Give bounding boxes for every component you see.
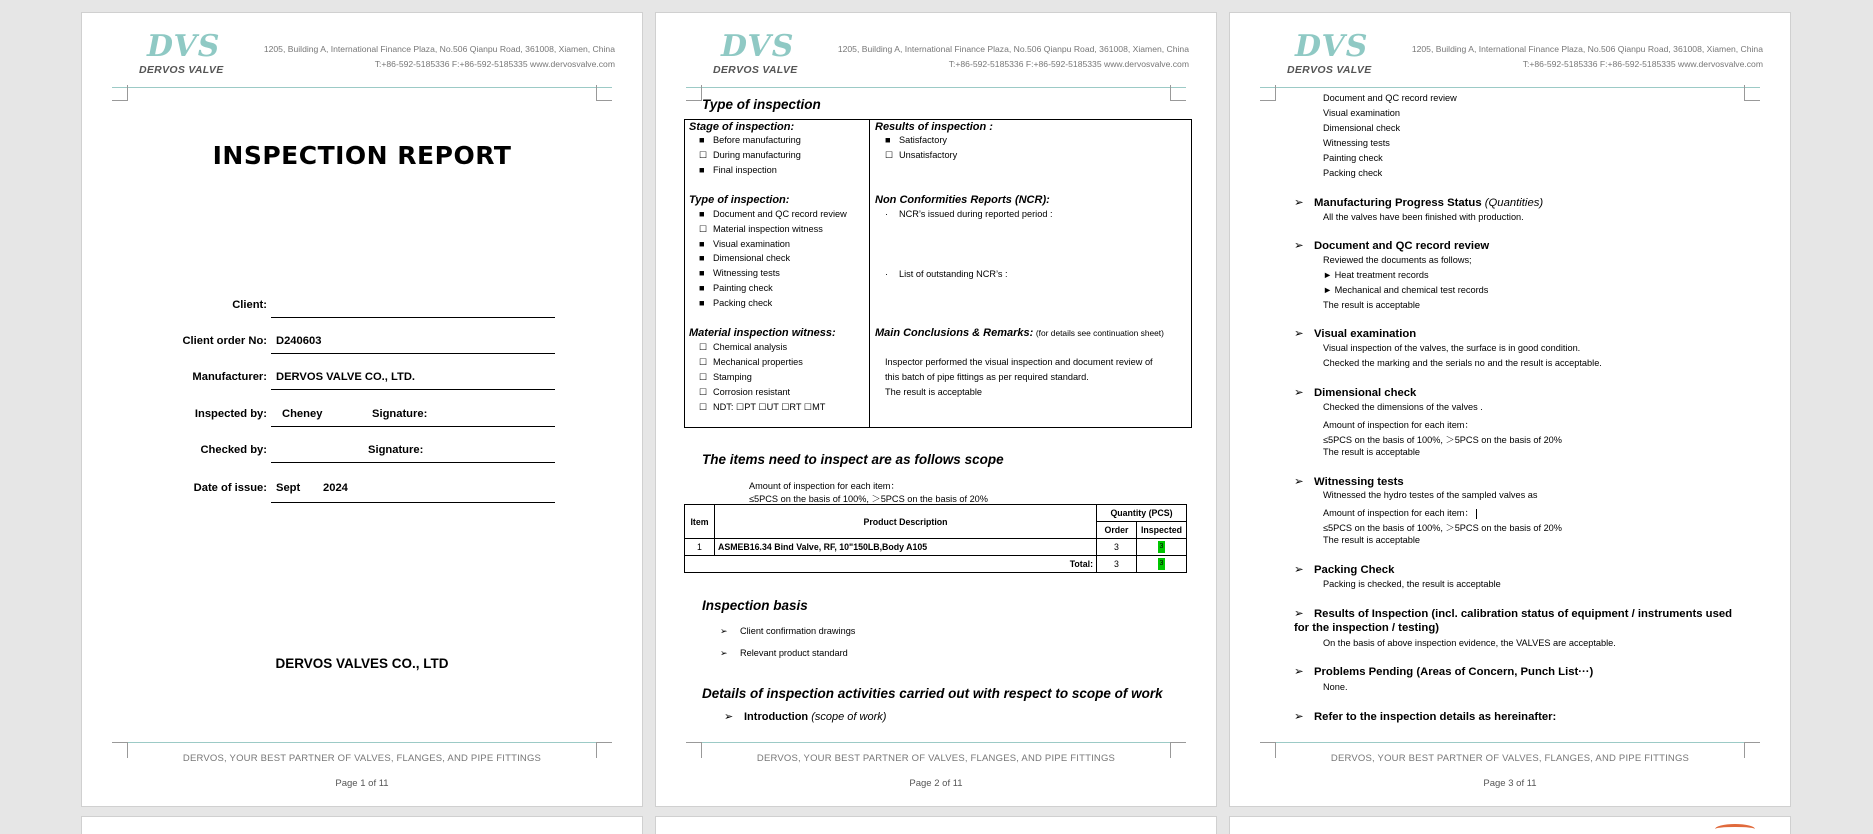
footer-tagline: DERVOS, YOUR BEST PARTNER OF VALVES, FLANGES, AND PIPE FITTINGS <box>182 753 542 764</box>
conclusions-heading: Main Conclusions & Remarks: (for details see continuation sheet) <box>875 327 1164 339</box>
page-1 <box>81 12 643 807</box>
field-underline <box>271 389 555 390</box>
material-item: ☐ NDT: ☐PT ☐UT ☐RT ☐MT <box>699 402 826 412</box>
total-inspected: 3 <box>1158 558 1165 570</box>
basis-item: ➢ Client confirmation drawings <box>720 626 856 636</box>
conclusions-line: this batch of pipe fittings as per required standard. <box>885 372 1089 382</box>
company-name: DERVOS VALVES CO., LTD <box>275 656 449 671</box>
dimensional-text: Checked the dimensions of the valves . <box>1323 402 1483 412</box>
material-item: ☐ Chemical analysis <box>699 342 788 352</box>
crop-mark <box>1260 85 1276 101</box>
product-table <box>684 504 1187 573</box>
order-value: D240603 <box>276 335 322 347</box>
type-of-inspection-heading: Type of inspection <box>702 97 821 112</box>
doc-text: ► Heat treatment records <box>1323 270 1429 280</box>
logo-subtitle: DERVOS VALVE <box>139 64 224 76</box>
logo-subtitle: DERVOS VALVE <box>1287 64 1372 76</box>
crop-mark <box>686 85 702 101</box>
packing-text: Packing is checked, the result is acceptable <box>1323 579 1501 589</box>
dimensional-heading: ➢ Dimensional check <box>1294 387 1417 399</box>
header-address <box>264 42 615 72</box>
type-sub-heading: Type of inspection: <box>689 194 790 206</box>
doc-text: ► Mechanical and chemical test records <box>1323 285 1489 295</box>
list-item: Visual examination <box>1323 108 1400 118</box>
signature-label: Signature: <box>372 408 428 420</box>
page-5-stub <box>655 816 1217 834</box>
witnessing-text: Witnessed the hydro testes of the sampled valves as <box>1323 490 1538 500</box>
contact-line: T:+86-592-5185336 F:+86-592-5185335 www.dervosvalve.com <box>1522 59 1763 69</box>
checked-by-label: Checked by: <box>200 444 267 456</box>
witnessing-heading: ➢ Witnessing tests <box>1294 476 1404 488</box>
checked-signature-label: Signature: <box>368 444 424 456</box>
stage-item: ■ Final inspection <box>699 165 777 175</box>
ncr-heading: Non Conformities Reports (NCR): <box>875 194 1050 206</box>
total-inspected-cell <box>1137 556 1187 573</box>
logo-mark: DVS <box>1295 29 1369 64</box>
company-logo <box>713 31 813 75</box>
dimensional-text: Amount of inspection for each item： <box>1323 420 1474 430</box>
basis-heading: Inspection basis <box>702 598 808 613</box>
col-quantity: Quantity (PCS) <box>1097 505 1187 522</box>
list-item: Painting check <box>1323 153 1383 163</box>
results-heading: Results of inspection : <box>875 121 993 133</box>
header-address <box>1412 42 1763 72</box>
witnessing-text: The result is acceptable <box>1323 535 1421 545</box>
introduction-item: ➢ Introduction (scope of work) <box>724 711 887 723</box>
crop-mark <box>1744 85 1760 101</box>
doc-heading: ➢ Document and QC record review <box>1294 240 1490 252</box>
field-underline <box>271 353 555 354</box>
field-underline <box>271 426 555 427</box>
results-item: ☐ Unsatisfactory <box>885 150 958 160</box>
logo-mark: DVS <box>721 29 795 64</box>
company-logo <box>139 31 239 75</box>
material-heading: Material inspection witness: <box>689 327 836 339</box>
header-rule <box>686 87 1186 88</box>
address-line: 1205, Building A, International Finance Plaza, No.506 Qianpu Road, 361008, Xiamen, China <box>263 44 615 54</box>
field-underline <box>271 502 555 503</box>
table-row <box>685 539 1187 556</box>
contact-line: T:+86-592-5185336 F:+86-592-5185335 www.dervosvalve.com <box>948 59 1189 69</box>
ncr-outstanding: · List of outstanding NCR’s : <box>885 269 1008 279</box>
progress-heading: ➢ Manufacturing Progress Status (Quantities) <box>1294 197 1544 209</box>
packing-heading: ➢ Packing Check <box>1294 564 1395 576</box>
page-3 <box>1229 12 1791 807</box>
col-description: Product Description <box>715 505 1097 539</box>
address-line: 1205, Building A, International Finance Plaza, No.506 Qianpu Road, 361008, Xiamen, China <box>837 44 1189 54</box>
details-heading: Details of inspection activities carried out with respect to scope of work <box>702 686 1163 701</box>
type-item: ■ Dimensional check <box>699 253 791 263</box>
order-label: Client order No: <box>182 335 267 347</box>
page-number: Page 2 of 11 <box>909 778 963 789</box>
results-heading-cont: for the inspection / testing) <box>1294 622 1439 634</box>
logo-subtitle: DERVOS VALVE <box>713 64 798 76</box>
page-number: Page 3 of 11 <box>1483 778 1537 789</box>
visual-text: Checked the marking and the serials no and the result is acceptable. <box>1323 358 1602 368</box>
address-line: 1205, Building A, International Finance Plaza, No.506 Qianpu Road, 361008, Xiamen, China <box>1411 44 1763 54</box>
col-inspected: Inspected <box>1137 522 1187 539</box>
header-address <box>838 42 1189 72</box>
col-item: Item <box>685 505 715 539</box>
date-month: Sept <box>276 482 301 494</box>
inspected-by-label: Inspected by: <box>194 408 267 420</box>
dimensional-text: The result is acceptable <box>1323 447 1421 457</box>
visual-text: Visual inspection of the valves, the surface is in good condition. <box>1323 343 1581 353</box>
footer-tagline: DERVOS, YOUR BEST PARTNER OF VALVES, FLANGES, AND PIPE FITTINGS <box>1330 753 1690 764</box>
page-4-stub <box>81 816 643 834</box>
visual-heading: ➢ Visual examination <box>1294 328 1417 340</box>
manufacturer-label: Manufacturer: <box>192 371 267 383</box>
type-item: ■ Witnessing tests <box>699 268 780 278</box>
crop-mark <box>596 85 612 101</box>
type-item: ■ Packing check <box>699 298 773 308</box>
list-item: Dimensional check <box>1323 123 1401 133</box>
logo-mark: DVS <box>147 29 221 64</box>
header-rule <box>1260 87 1760 88</box>
dimensional-text: ≤5PCS on the basis of 100%, ＞5PCS on the basis of 20% <box>1323 435 1562 445</box>
type-item: ■ Painting check <box>699 283 773 293</box>
text-cursor <box>1476 509 1477 519</box>
conclusions-line: The result is acceptable <box>885 387 983 397</box>
page-2 <box>655 12 1217 807</box>
row-description: ASMEB16.34 Bind Valve, RF, 10"150LB,Body A105 <box>715 539 1097 556</box>
problems-text: None. <box>1323 682 1348 692</box>
total-row <box>685 556 1187 573</box>
page-number: Page 1 of 11 <box>335 778 389 789</box>
scope-basis: ≤5PCS on the basis of 100%, ＞5PCS on the basis of 20% <box>749 494 988 504</box>
row-inspected: 3 <box>1158 541 1165 553</box>
inspection-table <box>684 119 1192 428</box>
col-order: Order <box>1097 522 1137 539</box>
stage-item: ☐ During manufacturing <box>699 150 801 160</box>
material-item: ☐ Corrosion resistant <box>699 387 791 397</box>
row-inspected-cell <box>1137 539 1187 556</box>
field-underline <box>271 462 555 463</box>
inspected-by-value: Cheney <box>282 408 323 420</box>
basis-item: ➢ Relevant product standard <box>720 648 848 658</box>
refer-heading: ➢ Refer to the inspection details as hereinafter: <box>1294 711 1557 723</box>
report-title: INSPECTION REPORT <box>212 141 512 170</box>
type-item: ■ Document and QC record review <box>699 209 847 219</box>
doc-text: Reviewed the documents as follows; <box>1323 255 1472 265</box>
material-item: ☐ Mechanical properties <box>699 357 803 367</box>
total-label: Total: <box>685 556 1097 573</box>
list-item: Document and QC record review <box>1323 93 1457 103</box>
column-divider <box>869 120 870 427</box>
type-item: ☐ Material inspection witness <box>699 224 823 234</box>
header-rule <box>112 87 612 88</box>
witnessing-text: Amount of inspection for each item： <box>1323 505 1477 519</box>
results-heading: ➢ Results of Inspection (incl. calibration status of equipment / instruments used <box>1294 608 1733 620</box>
ncr-issued: · NCR’s issued during reported period : <box>885 209 1053 219</box>
stage-item: ■ Before manufacturing <box>699 135 801 145</box>
footer-tagline: DERVOS, YOUR BEST PARTNER OF VALVES, FLANGES, AND PIPE FITTINGS <box>756 753 1116 764</box>
doc-text: The result is acceptable <box>1323 300 1421 310</box>
company-logo <box>1287 31 1387 75</box>
crop-mark <box>112 85 128 101</box>
conclusions-line: Inspector performed the visual inspection and document review of <box>885 357 1153 367</box>
problems-heading: ➢ Problems Pending (Areas of Concern, Punch List···) <box>1294 666 1594 678</box>
date-label: Date of issue: <box>193 482 267 494</box>
total-order: 3 <box>1097 556 1137 573</box>
type-item: ■ Visual examination <box>699 239 790 249</box>
stage-heading: Stage of inspection: <box>689 121 795 133</box>
page-6-stub <box>1229 816 1791 834</box>
date-year: 2024 <box>323 482 348 494</box>
list-item: Witnessing tests <box>1323 138 1390 148</box>
row-item: 1 <box>685 539 715 556</box>
scope-amount: Amount of inspection for each item： <box>749 481 900 491</box>
contact-line: T:+86-592-5185336 F:+86-592-5185335 www.dervosvalve.com <box>374 59 615 69</box>
row-order: 3 <box>1097 539 1137 556</box>
scope-heading: The items need to inspect are as follows scope <box>702 452 1004 467</box>
field-underline <box>271 317 555 318</box>
material-item: ☐ Stamping <box>699 372 752 382</box>
crop-mark <box>1170 85 1186 101</box>
progress-text: All the valves have been finished with production. <box>1323 212 1524 222</box>
list-item: Packing check <box>1323 168 1383 178</box>
client-label: Client: <box>232 299 267 311</box>
manufacturer-value: DERVOS VALVE CO., LTD. <box>276 371 416 383</box>
witnessing-text: ≤5PCS on the basis of 100%, ＞5PCS on the basis of 20% <box>1323 523 1562 533</box>
footer-rule <box>112 742 612 743</box>
footer-rule <box>1260 742 1760 743</box>
stamp-fragment <box>1715 824 1755 834</box>
results-text: On the basis of above inspection evidence, the VALVES are acceptable. <box>1323 638 1616 648</box>
results-item: ■ Satisfactory <box>885 135 947 145</box>
footer-rule <box>686 742 1186 743</box>
